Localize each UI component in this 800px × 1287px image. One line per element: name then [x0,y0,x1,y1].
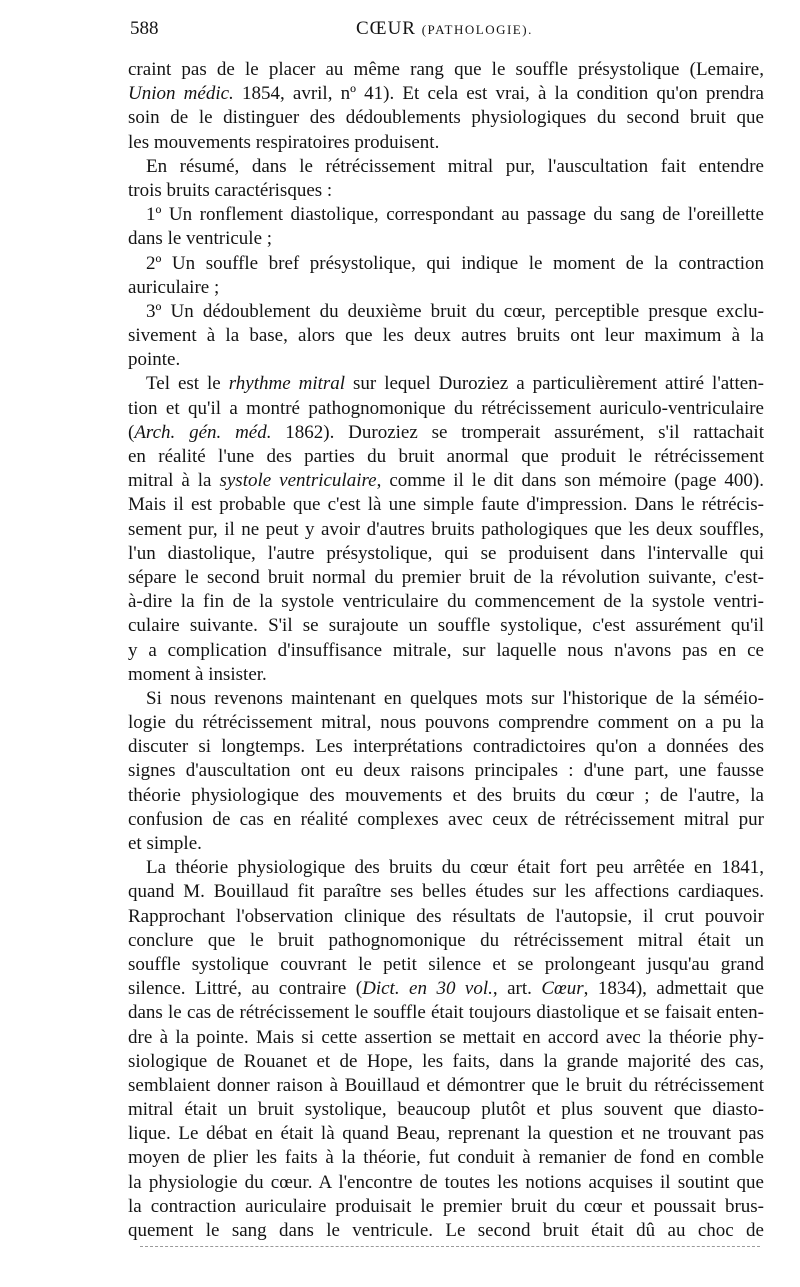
text-span: , 1834), admettait que [583,978,764,1000]
text-line: sépare le second bruit normal du premier bruit de la révolution suivante, c'est- [128,566,764,588]
text-line: souffle systolique couvrant le petit silence et se prolongeant jusqu'au grand [128,953,764,975]
italic-text: Dict. en 30 vol. [362,978,493,1000]
text-span: , comme il le dit dans son mémoire (page 400). [376,470,764,492]
text-line [128,977,764,1001]
text-line: y a complication d'insuffisance mitrale, sur laquelle nous n'avons pas en ce [128,639,764,661]
body-text [128,58,764,1243]
text-line: la physiologie du cœur. A l'encontre de toutes les notions acquises il soutint que [128,1171,764,1193]
text-line: Mais il est probable que c'est là une simple faute d'impression. Dans le rétrécis- [128,494,764,516]
text-span: mitral à la [128,470,220,492]
text-line [128,372,764,396]
running-title-main: CŒUR [356,18,416,39]
italic-text: systole ventriculaire [219,470,377,492]
text-line: quand M. Bouillaud fit paraître ses belles études sur les affections cardiaques. [128,881,764,903]
running-title [356,18,533,40]
text-line: siologique de Rouanet et de Hope, les faits, dans la grande majorité des cas, [128,1050,764,1072]
text-line: lique. Le débat en était là quand Beau, reprenant la question et ne trouvant pas [128,1123,764,1145]
text-line: à-dire la fin de la systole ventriculaire du commencement de la systole ventri- [128,591,764,613]
text-line: 3º Un dédoublement du deuxième bruit du cœur, perceptible presque exclu- [146,300,764,322]
text-span: 1854, avril, nº 41). Et cela est vrai, à la condition qu'on prendra [233,83,764,105]
text-span: Tel est le [146,373,229,395]
text-line: culaire suivante. S'il se surajoute un souffle systolique, c'est assurément qu'il [128,615,764,637]
text-span: silence. Littré, au contraire ( [128,978,363,1000]
text-line: La théorie physiologique des bruits du cœur était fort peu arrêtée en 1841, [146,857,764,879]
text-line: tion et qu'il a montré pathognomonique du rétrécissement auriculo-ventriculaire [128,397,764,419]
text-line: quement le sang dans le ventricule. Le second bruit était dû au choc de [128,1220,764,1241]
text-span: , art. [492,978,542,1000]
text-line: en réalité l'une des parties du bruit anormal que produit le rétrécissement [128,446,764,467]
italic-text: Arch. gén. méd. [134,421,272,443]
text-line: mitral était un bruit systolique, beaucoup plutôt et plus souvent que diasto- [128,1099,764,1121]
text-line: discuter si longtemps. Les interprétations contradictoires qu'on a données des [128,736,764,758]
text-line: pointe. [128,349,181,371]
text-line: dre à la pointe. Mais si cette assertion se mettait en accord avec la théorie phy- [128,1026,764,1048]
text-line: conclure que le bruit pathognomonique du rétrécissement mitral était un [128,929,764,951]
text-line [128,469,764,493]
text-line: auriculaire ; [128,276,220,298]
text-line: moment à insister. [128,663,267,685]
text-line [128,421,764,445]
running-header [128,14,768,44]
text-line: moyen de plier les faits à la théorie, fut conduit à remanier de fond en comble [128,1147,764,1169]
text-line: soin de le distinguer des dédoublements physiologiques du second bruit que [128,107,764,129]
text-line: sement pur, il ne peut y avoir d'autres bruits pathologiques que les deux souffles, [128,518,764,540]
footer-rule [140,1246,760,1247]
text-line: Rapprochant l'observation clinique des résultats de l'autopsie, il crut pouvoir [128,905,764,927]
text-line: sivement à la base, alors que les deux autres bruits ont leur maximum à la [128,325,764,347]
italic-text: Union médic. [128,83,234,105]
text-line: 2º Un souffle bref présystolique, qui indique le moment de la contraction [146,252,764,274]
text-line: dans le cas de rétrécissement le souffle était toujours diastolique et se faisait enten- [128,1002,764,1024]
text-line: signes d'auscultation ont eu deux raisons principales : d'une part, une fausse [128,760,764,782]
text-line: et simple. [128,833,202,854]
text-line: 1º Un ronflement diastolique, correspondant au passage du sang de l'oreillette [146,204,764,226]
text-span: ( [128,421,135,443]
page-number: 588 [130,18,159,39]
text-line: les mouvements respiratoires produisent. [128,131,440,153]
italic-text: Cœur [541,978,584,1000]
text-line: En résumé, dans le rétrécissement mitral pur, l'auscultation fait entendre [146,155,764,177]
text-line: théorie physiologique des mouvements et des bruits du cœur ; de l'autre, la [128,784,764,806]
italic-text: rhythme mitral [228,373,346,395]
text-span: 1862). Duroziez se tromperait assurément, s'il rattachait [271,421,764,443]
text-line: confusion de cas en réalité complexes avec ceux de rétrécissement mitral pur [128,808,764,830]
text-line: l'un diastolique, l'autre présystolique, qui se produisent dans l'intervalle qui [128,542,764,564]
text-line: semblaient donner raison à Bouillaud et démontrer que le bruit du rétrécissement [128,1074,764,1096]
text-line: Si nous revenons maintenant en quelques mots sur l'historique de la séméio- [146,687,764,709]
text-line: la contraction auriculaire produisait le premier bruit du cœur et poussait brus- [128,1195,764,1217]
text-line [128,82,764,106]
text-span: sur lequel Duroziez a particulièrement attiré l'atten- [345,373,764,395]
text-line: trois bruits caractérisques : [128,179,333,201]
text-line: dans le ventricule ; [128,228,273,250]
text-line: logie du rétrécissement mitral, nous pouvons comprendre comment on a pu la [128,712,764,734]
text-line: craint pas de le placer au même rang que le souffle présystolique (Lemaire, [128,59,764,80]
running-title-sub: (PATHOLOGIE). [421,22,533,37]
